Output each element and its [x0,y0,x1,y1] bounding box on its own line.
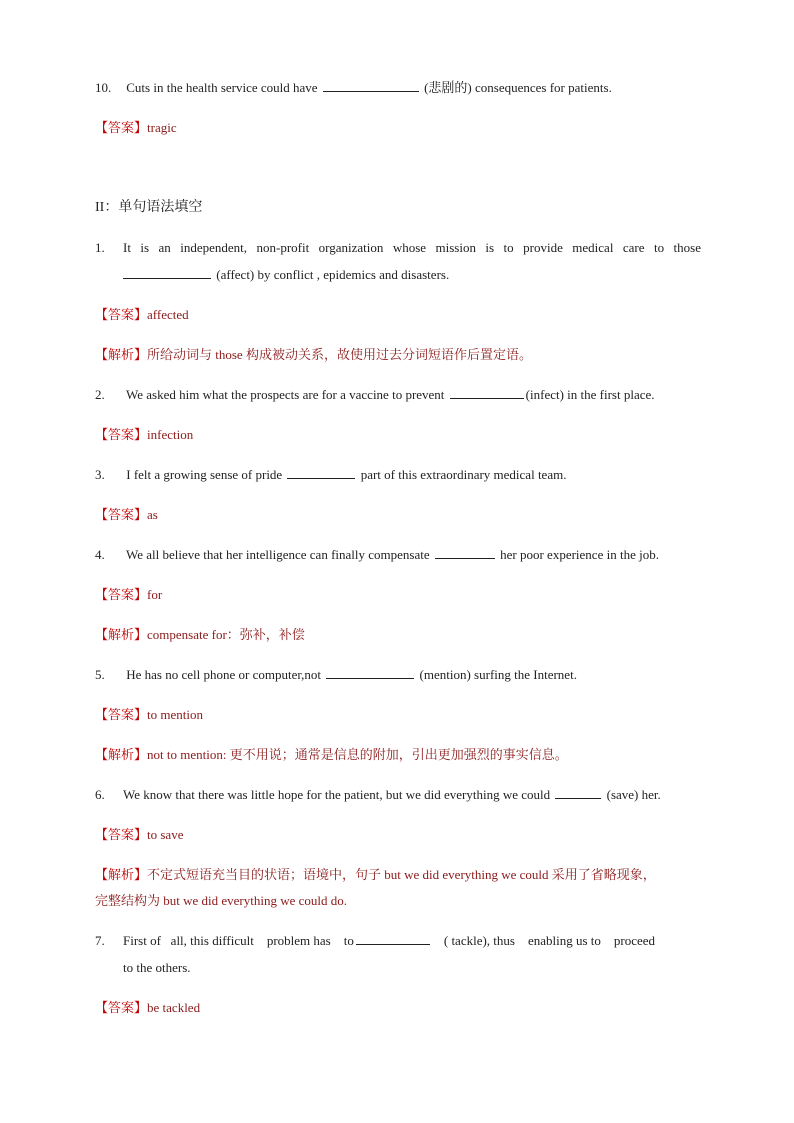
answer-tag: 【答案】 [95,507,148,522]
question-text-after: (infect) in the first place. [525,387,655,402]
question-text-after: ( tackle), thus enabling us to proceed [443,933,656,948]
explanation-tag: 【解析】 [95,747,148,762]
question-10 [95,79,701,97]
answer-tag: 【答案】 [95,307,148,322]
answer-tag: 【答案】 [95,827,148,842]
explanation-row-continued [95,892,701,910]
explanation-text-line1: 不定式短语充当目的状语；语境中，句子 but we did everything we could 采用了省略现象， [147,867,656,882]
question-6 [95,786,701,804]
explanation-text: 所给动词与 those 构成被动关系，故使用过去分词短语作后置定语。 [147,347,532,362]
question-text-before: He has no cell phone or computer,not [126,667,322,682]
explanation-row [95,746,701,764]
question-text-after: (affect) by conflict , epidemics and disasters. [216,267,450,282]
question-text-before: Cuts in the health service could have [126,80,318,95]
question-4 [95,546,701,564]
question-text-after: (悲剧的) consequences for patients. [424,80,612,95]
explanation-text: not to mention: 更不用说；通常是信息的附加，引出更加强烈的事实信息。 [147,747,568,762]
section-heading: II：单句语法填空 [95,200,203,215]
answer-tag: 【答案】 [95,587,148,602]
question-1-line2 [123,266,701,284]
answer-tag: 【答案】 [95,1000,148,1015]
question-7-line2: to the others. [123,960,191,975]
question-7 [95,932,701,950]
question-text-line1: It is an independent, non-profit organization whose mission is to provide medical care to those [123,240,701,255]
question-text-after: (mention) surfing the Internet. [419,667,577,682]
explanation-row [95,626,701,644]
question-2 [95,386,701,404]
answer-blank [450,386,524,399]
answer-blank [323,79,419,92]
answer-row [95,426,701,444]
answer-row [95,119,701,137]
question-text-before: I felt a growing sense of pride [126,467,283,482]
answer-text: be tackled [147,1000,201,1015]
answer-blank [287,466,355,479]
answer-text: infection [147,427,194,442]
question-number: 10. [95,80,112,95]
question-text-before: We all believe that her intelligence can finally compensate [126,547,430,562]
question-3 [95,466,701,484]
answer-text: to mention [147,707,203,722]
explanation-row [95,866,701,884]
question-text-before: We know that there was little hope for the patient, but we did everything we could [123,787,551,802]
explanation-tag: 【解析】 [95,867,148,882]
explanation-text-line2: 完整结构为 but we did everything we could do. [95,893,348,908]
question-number: 6. [95,787,105,802]
answer-row [95,506,701,524]
explanation-tag: 【解析】 [95,627,148,642]
answer-text: tragic [147,120,177,135]
question-1 [95,239,701,257]
question-text-after: her poor experience in the job. [500,547,659,562]
explanation-row [95,346,701,364]
question-number: 5. [95,667,105,682]
answer-row [95,706,701,724]
answer-row [95,586,701,604]
question-number: 7. [95,933,105,948]
answer-text: affected [147,307,189,322]
question-number: 1. [95,240,105,255]
answer-row [95,306,701,324]
answer-tag: 【答案】 [95,120,148,135]
question-5 [95,666,701,684]
answer-text: to save [147,827,184,842]
question-number: 4. [95,547,105,562]
question-text-before: First of all, this difficult problem has to [123,933,354,948]
question-number: 3. [95,467,105,482]
answer-blank [356,932,430,945]
answer-blank [326,666,414,679]
question-text-after: part of this extraordinary medical team. [360,467,567,482]
question-number: 2. [95,387,105,402]
explanation-tag: 【解析】 [95,347,148,362]
answer-text: for [147,587,163,602]
answer-blank [435,546,495,559]
answer-row [95,999,701,1017]
question-text-after: (save) her. [606,787,661,802]
question-text-before: We asked him what the prospects are for a vaccine to prevent [126,387,445,402]
answer-text: as [147,507,158,522]
answer-tag: 【答案】 [95,707,148,722]
answer-blank [555,786,601,799]
explanation-text: compensate for：弥补，补偿 [147,627,305,642]
answer-tag: 【答案】 [95,427,148,442]
answer-row [95,826,701,844]
answer-blank [123,266,211,279]
